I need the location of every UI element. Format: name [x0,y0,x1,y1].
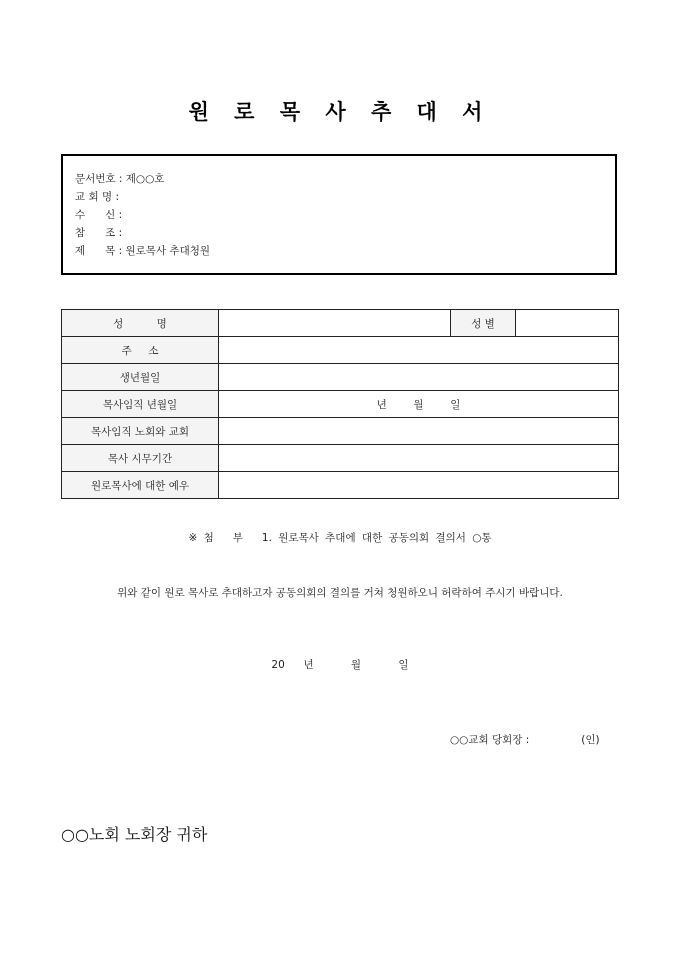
honors-label: 원로목사에 대한 예우 [62,472,219,499]
signature-line [450,732,600,747]
addressee: ○○노회 노회장 귀하 [61,825,208,844]
honors-value-cell[interactable] [219,472,619,499]
table-row [62,472,619,499]
church-name-field: 교 회 명 : [75,191,119,203]
subject-field: 제 목 : 원로목사 추대청원 [75,245,211,257]
table-row [62,445,619,472]
request-statement: 위와 같이 원로 목사로 추대하고자 공동의회의 결의를 거쳐 청원하오니 허락하여 주시기 바랍니다. [117,587,563,599]
table-row [62,337,619,364]
recipient-field: 수 신 : [75,209,123,221]
birthdate-value-cell[interactable] [219,364,619,391]
table-row [62,418,619,445]
appointment-date-value-cell[interactable]: 년 월 일 [219,391,619,418]
signature-label: ○○교회 당회장 : [450,734,530,746]
reference-field: 참 조 : [75,227,123,239]
gender-value-cell[interactable] [516,310,619,337]
document-info-box [61,154,617,275]
presbytery-value-cell[interactable] [219,418,619,445]
seal-mark: (인) [581,734,600,746]
name-label: 성 명 [62,310,219,337]
attachment-note: ※ 첨 부 1. 원로목사 추대에 대한 공동의회 결의서 ○통 [188,532,492,544]
document-title: 원 로 목 사 추 대 서 [188,100,492,124]
applicant-form-table [61,309,619,499]
table-row [62,391,619,418]
name-value-cell[interactable] [219,310,451,337]
service-period-label: 목사 시무기간 [62,445,219,472]
service-period-value-cell[interactable] [219,445,619,472]
gender-label: 성 별 [451,310,516,337]
date-line: 20 년 월 일 [271,659,409,671]
table-row [62,364,619,391]
appointment-date-label: 목사임직 년월일 [62,391,219,418]
presbytery-label: 목사임직 노회와 교회 [62,418,219,445]
address-value-cell[interactable] [219,337,619,364]
address-label: 주 소 [62,337,219,364]
table-row [62,310,619,337]
birthdate-label: 생년월일 [62,364,219,391]
doc-number-field: 문서번호 : 제○○호 [75,173,165,185]
